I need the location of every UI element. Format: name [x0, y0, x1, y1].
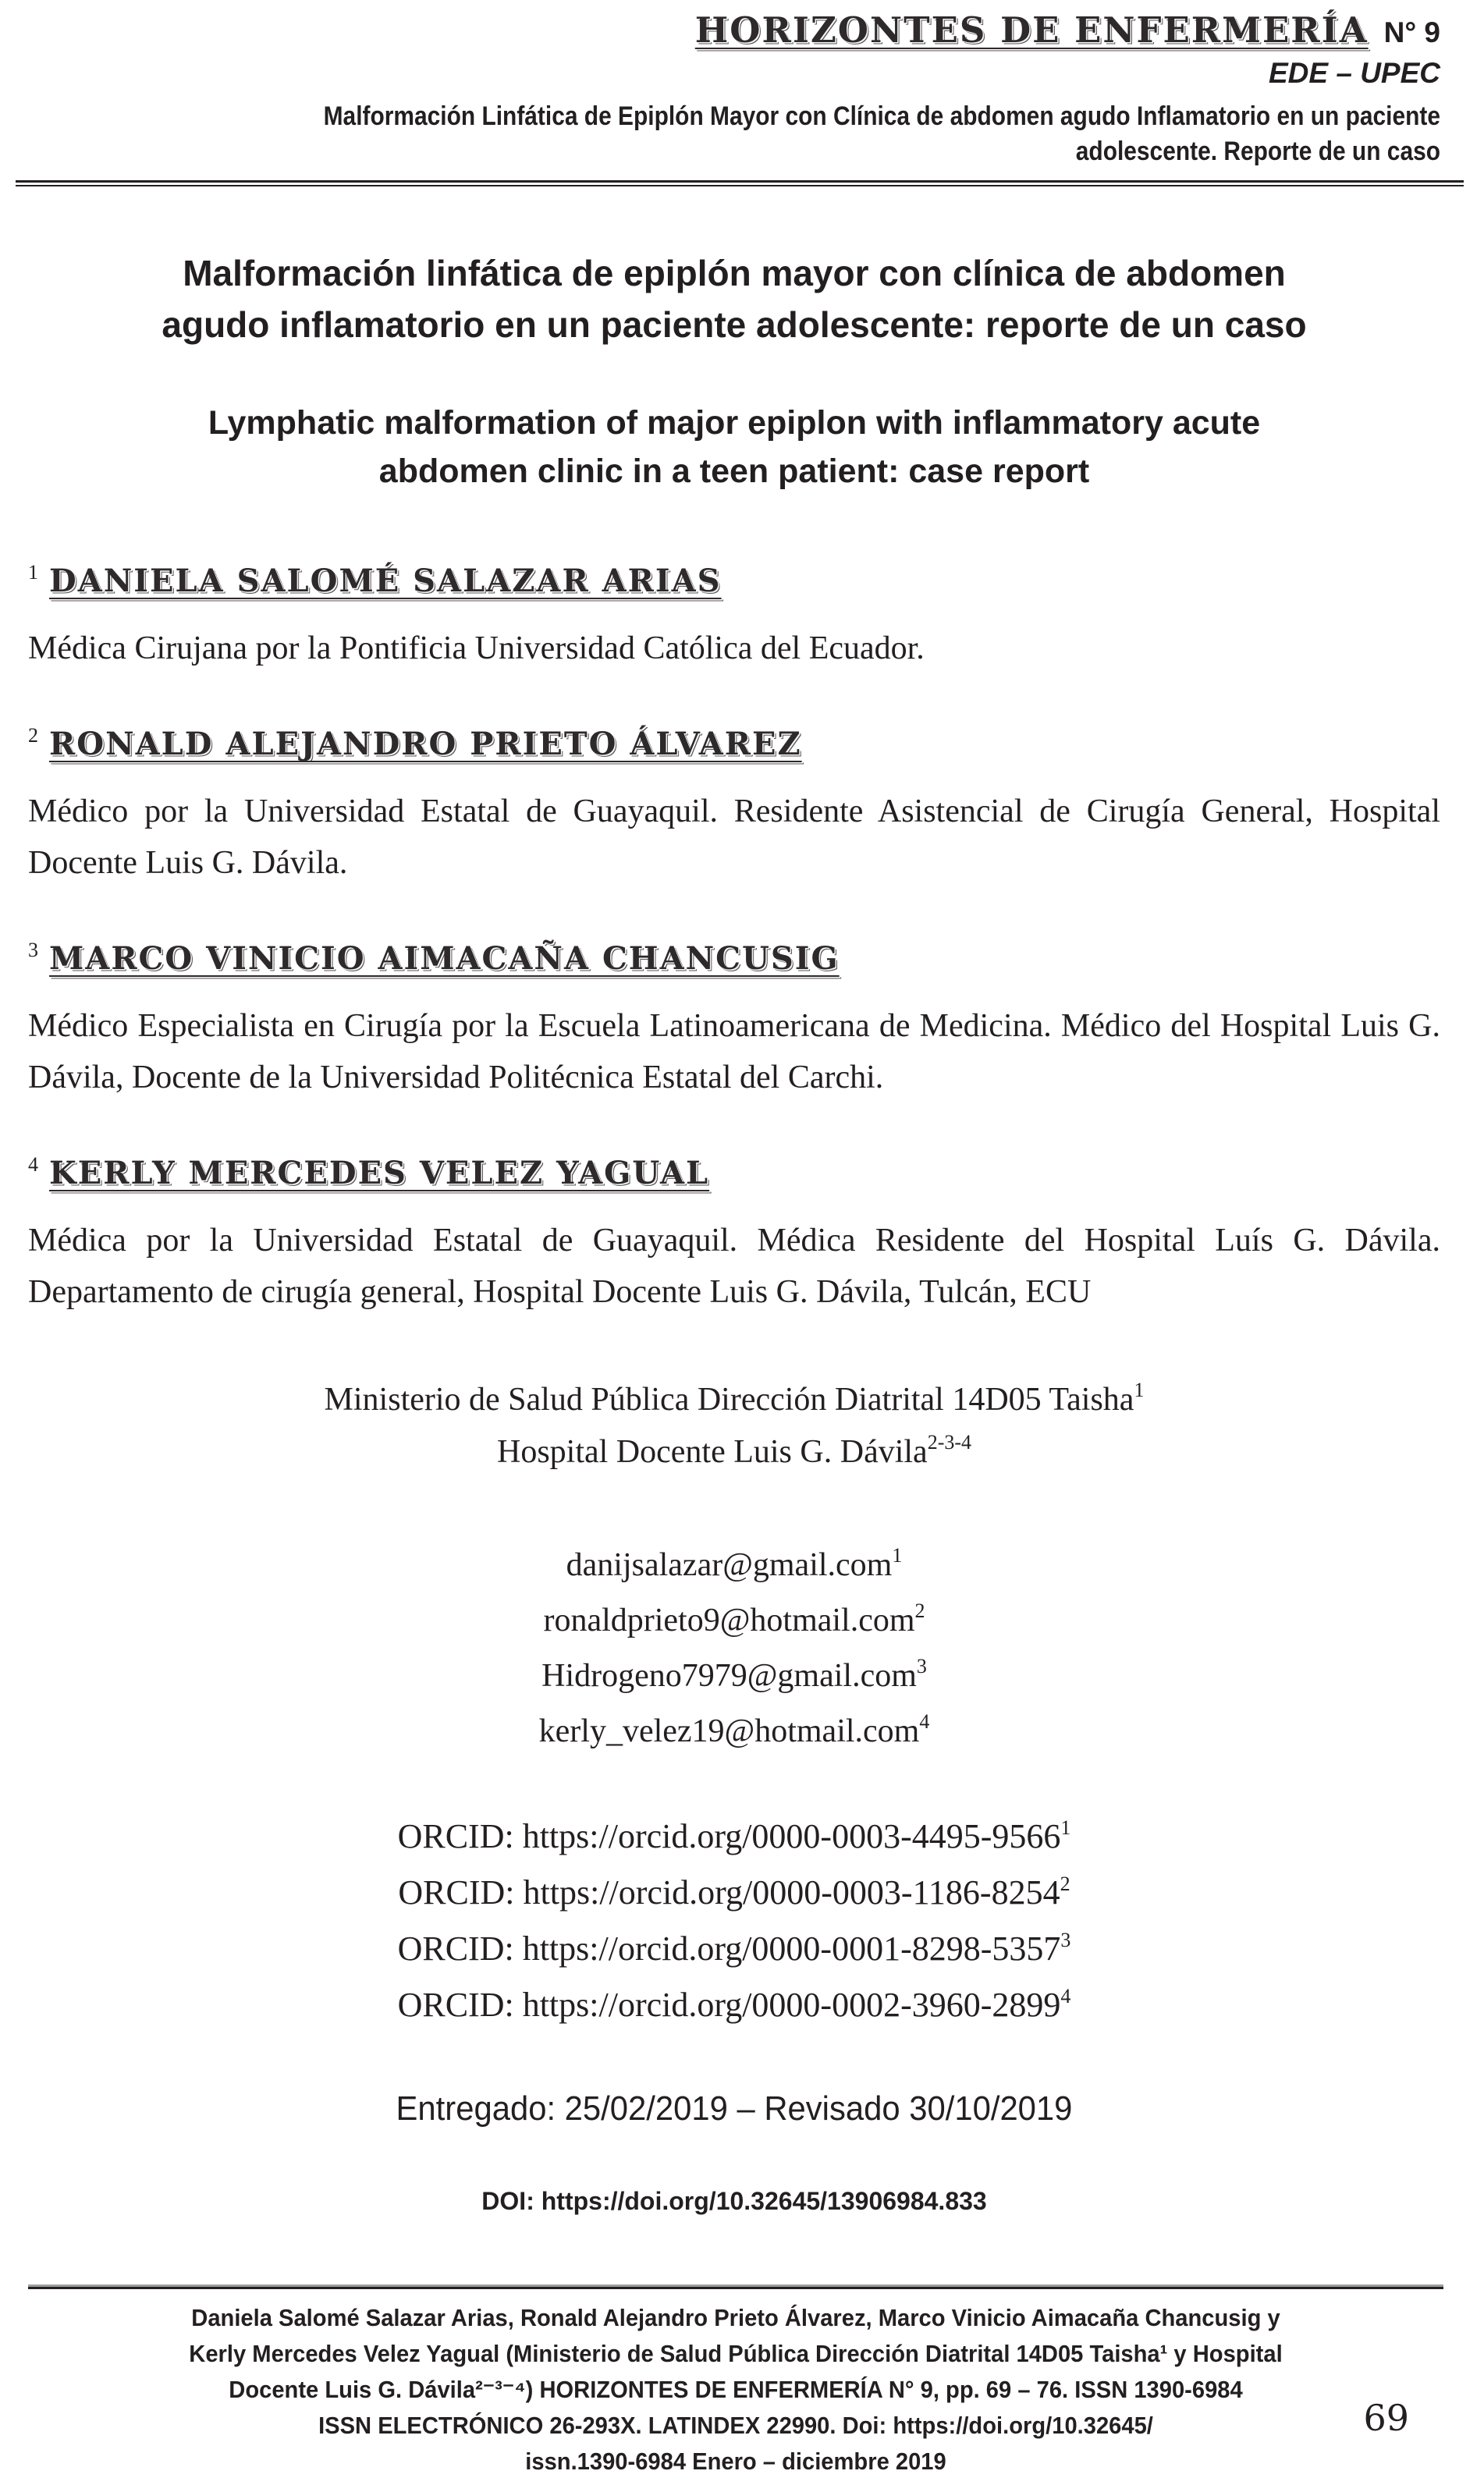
- email-line: [28, 1706, 1440, 1761]
- email-sup: 2: [914, 1599, 925, 1622]
- email-text: danijsalazar@gmail.com: [566, 1547, 893, 1583]
- email-line: [28, 1595, 1440, 1650]
- orcid-sup: 2: [1060, 1873, 1070, 1895]
- journal-title-line: [28, 9, 1440, 51]
- doi-line: DOI: https://doi.org/10.32645/13906984.833: [481, 2187, 987, 2215]
- article-title-english: [28, 399, 1440, 495]
- author-name-line: [28, 1153, 1440, 1201]
- orcid-text: ORCID: https://orcid.org/0000-0003-1186-8254: [398, 1873, 1060, 1912]
- orcid-sup: 3: [1060, 1929, 1071, 1951]
- author-name: KERLY MERCEDES VELEZ YAGUAL: [49, 1155, 710, 1191]
- orcid-line: [28, 1979, 1440, 2036]
- orcid-line: [28, 1811, 1440, 1867]
- institution-line: [28, 1376, 1440, 1428]
- email-text: kerly_velez19@hotmail.com: [538, 1713, 920, 1749]
- page-number: 69: [1363, 2397, 1409, 2439]
- email-text: Hidrogeno7979@gmail.com: [541, 1658, 917, 1694]
- emails-block: [28, 1539, 1440, 1761]
- author-number: 1: [28, 561, 38, 584]
- orcid-line: [28, 1923, 1440, 1979]
- institution-sup: 1: [1134, 1379, 1145, 1401]
- author-number: 3: [28, 939, 38, 961]
- author-number: 2: [28, 724, 38, 747]
- footer-citation-line: Docente Luis G. Dávila²⁻³⁻⁴) HORIZONTES DE ENFERMERÍA N° 9, pp. 69 – 76. ISSN 1390-6984: [229, 2376, 1243, 2403]
- header-divider: [16, 180, 1464, 186]
- author-block: [28, 724, 1440, 889]
- running-title-line1: Malformación Linfática de Epiplón Mayor con Clínica de abdomen agudo Inflamatorio en un paciente: [323, 101, 1441, 131]
- author-affiliation: Médico por la Universidad Estatal de Guayaquil. Residente Asistencial de Cirugía General, Hospital Docente Luis G. Dávila.: [28, 793, 1440, 881]
- authors-section: [28, 561, 1440, 1318]
- email-sup: 4: [919, 1710, 930, 1733]
- email-sup: 3: [916, 1655, 927, 1677]
- author-block: [28, 939, 1440, 1103]
- footer-citation: [70, 2300, 1401, 2480]
- orcid-line: [28, 1867, 1440, 1923]
- orcid-sup: 4: [1060, 1985, 1071, 2008]
- running-title-line2: adolescente. Reporte de un caso: [1075, 137, 1440, 166]
- footer-citation-line: ISSN ELECTRÓNICO 26-293X. LATINDEX 22990. Doi: https://doi.org/10.32645/: [318, 2412, 1153, 2439]
- article-title-spanish: [28, 247, 1440, 350]
- author-block: [28, 1153, 1440, 1318]
- article-title-spanish-line1: Malformación linfática de epiplón mayor con clínica de abdomen: [183, 253, 1286, 293]
- orcid-text: ORCID: https://orcid.org/0000-0003-4495-9566: [397, 1817, 1061, 1855]
- author-name-line: [28, 561, 1440, 609]
- institution-text: Ministerio de Salud Pública Dirección Diatrital 14D05 Taisha: [324, 1382, 1134, 1418]
- orcid-text: ORCID: https://orcid.org/0000-0002-3960-2899: [397, 1986, 1061, 2024]
- author-number: 4: [28, 1153, 38, 1176]
- institution-sup: 2-3-4: [927, 1431, 972, 1454]
- institutions-block: [28, 1376, 1440, 1480]
- author-affiliation: Médica por la Universidad Estatal de Guayaquil. Médica Residente del Hospital Luís G. Dávila. Departamento de cirugía general, Hospital Docente Luis G. Dávila, Tulcán, ECU: [28, 1223, 1440, 1310]
- orcids-block: [28, 1811, 1440, 2036]
- footer-citation-line: Daniela Salomé Salazar Arias, Ronald Alejandro Prieto Álvarez, Marco Vinicio Aimacaña Chancusig y: [191, 2304, 1280, 2331]
- author-affiliation: Médico Especialista en Cirugía por la Escuela Latinoamericana de Medicina. Médico del Hospital Luis G. Dávila, Docente de la Universidad Politécnica Estatal del Carchi.: [28, 1008, 1440, 1095]
- footer-divider: [28, 2284, 1443, 2289]
- submission-dates: Entregado: 25/02/2019 – Revisado 30/10/2019: [396, 2089, 1073, 2128]
- running-title: [197, 99, 1440, 169]
- footer-citation-line: issn.1390-6984 Enero – diciembre 2019: [525, 2448, 946, 2475]
- author-name: RONALD ALEJANDRO PRIETO ÁLVAREZ: [49, 726, 802, 762]
- author-name-line: [28, 939, 1440, 986]
- article-title-english-line2: abdomen clinic in a teen patient: case report: [378, 453, 1090, 490]
- author-block: [28, 561, 1440, 674]
- journal-edition: EDE – UPEC: [1268, 57, 1440, 89]
- journal-title: HORIZONTES DE ENFERMERÍA: [694, 9, 1369, 51]
- author-name-line: [28, 724, 1440, 772]
- email-text: ronaldprieto9@hotmail.com: [543, 1603, 915, 1638]
- orcid-sup: 1: [1060, 1816, 1071, 1839]
- institution-text: Hospital Docente Luis G. Dávila: [496, 1434, 928, 1470]
- author-affiliation: Médica Cirujana por la Pontificia Universidad Católica del Ecuador.: [28, 630, 925, 666]
- journal-issue: N° 9: [1383, 16, 1440, 48]
- email-line: [28, 1539, 1440, 1595]
- article-title-spanish-line2: agudo inflamatorio en un paciente adolescente: reporte de un caso: [162, 304, 1307, 345]
- email-line: [28, 1650, 1440, 1706]
- author-name: MARCO VINICIO AIMACAÑA CHANCUSIG: [49, 940, 840, 977]
- citation-footer: [28, 2284, 1443, 2480]
- orcid-text: ORCID: https://orcid.org/0000-0001-8298-5357: [397, 1929, 1061, 1968]
- author-name: DANIELA SALOMÉ SALAZAR ARIAS: [49, 563, 722, 599]
- article-title-english-line1: Lymphatic malformation of major epiplon with inflammatory acute: [208, 404, 1261, 442]
- email-sup: 1: [892, 1544, 903, 1567]
- journal-header: [28, 9, 1441, 169]
- footer-citation-line: Kerly Mercedes Velez Yagual (Ministerio de Salud Pública Dirección Diatrital 14D05 Taisha¹ y Hospital: [189, 2340, 1283, 2367]
- institution-line: [28, 1428, 1440, 1480]
